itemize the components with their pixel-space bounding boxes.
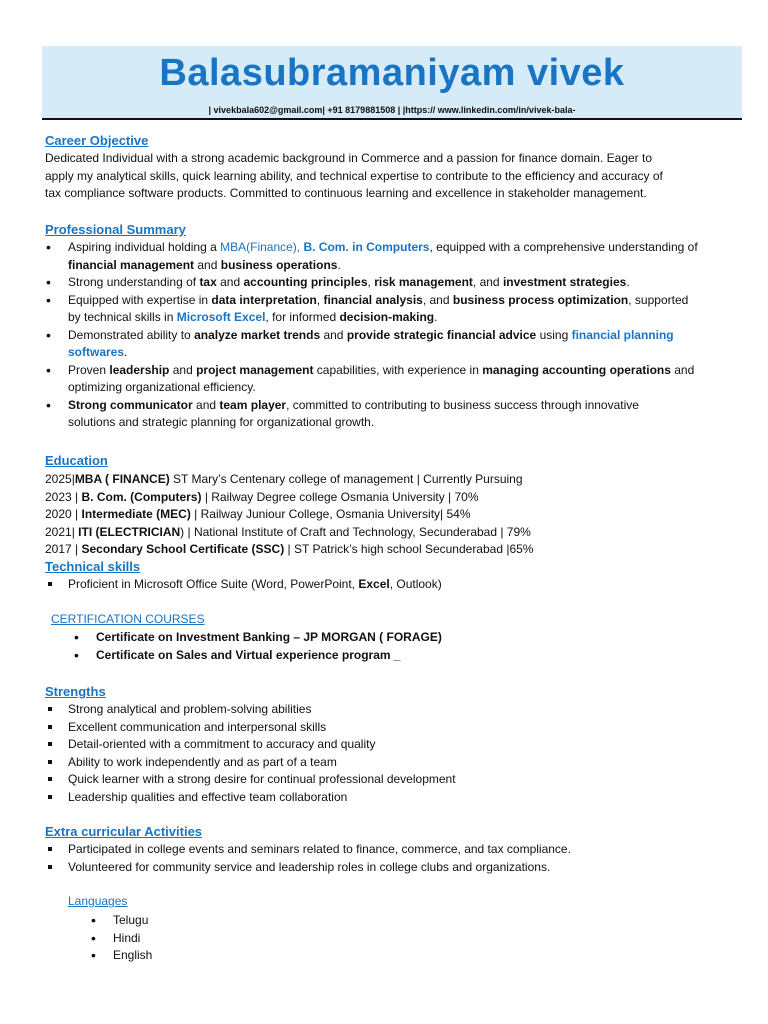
objective-line: tax compliance software products. Committed to continuous learning and excellence in stakeholder management. — [45, 186, 647, 200]
education-list — [45, 471, 533, 559]
professional-summary-list — [68, 239, 728, 432]
certifications-list — [96, 629, 716, 664]
languages-list — [113, 912, 313, 965]
list-item: • Proven leadership and project management capabilities, with experience in managing accounting operations and optimizing organizational efficiency. — [68, 362, 728, 397]
list-item: • Telugu — [113, 912, 313, 930]
objective-line: Dedicated Individual with a strong academic background in Commerce and a passion for finance domain. Eager to — [45, 151, 653, 165]
education-row: 2017 | Secondary School Certificate (SSC) | ST Patrick’s high school Secunderabad |65% — [45, 542, 534, 556]
education-row: 2025|MBA ( FINANCE) ST Mary’s Centenary college of management | Currently Pursuing — [45, 472, 523, 486]
education-heading: Education — [45, 453, 108, 468]
technical-skills-list — [68, 576, 728, 594]
list-item: Excellent communication and interpersonal skills — [68, 719, 728, 737]
list-item: • Demonstrated ability to analyze market trends and provide strategic financial advice using financial planning softwares. — [68, 327, 728, 362]
list-item: Detail-oriented with a commitment to accuracy and quality — [68, 736, 728, 754]
contact-line: | vivekbala602@gmail.com| +91 8179881508 | |https:// www.linkedin.com/in/vivek-bala- — [208, 105, 576, 115]
list-item: • Certificate on Sales and Virtual experience program _ — [96, 647, 716, 665]
list-item: • English — [113, 947, 313, 965]
list-item: • Strong understanding of tax and accounting principles, risk management, and investment strategies. — [68, 274, 728, 292]
list-item: Participated in college events and seminars related to finance, commerce, and tax compliance. — [68, 841, 728, 859]
strengths-heading: Strengths — [45, 684, 106, 699]
resume-header — [42, 46, 742, 120]
list-item: Leadership qualities and effective team collaboration — [68, 789, 728, 807]
list-item: • Strong communicator and team player, committed to contributing to business success through innovative solutions and strategic planning for organizational growth. — [68, 397, 728, 432]
candidate-name: Balasubramaniyam vivek — [159, 52, 625, 94]
strengths-list — [68, 701, 728, 806]
list-item: • Equipped with expertise in data interpretation, financial analysis, and business process optimization, supported by technical skills in Microsoft Excel, for informed decision-making. — [68, 292, 728, 327]
extra-curricular-heading: Extra curricular Activities — [45, 824, 203, 839]
career-objective-text — [45, 150, 725, 203]
professional-summary-heading: Professional Summary — [45, 222, 186, 237]
extra-curricular-list — [68, 841, 728, 876]
technical-skills-heading: Technical skills — [45, 559, 141, 574]
list-item: • Aspiring individual holding a MBA(Finance), B. Com. in Computers, equipped with a comprehensive understanding of financial management and business operations. — [68, 239, 728, 274]
education-row: 2020 | Intermediate (MEC) | Railway Juniour College, Osmania University| 54% — [45, 507, 471, 521]
list-item: Strong analytical and problem-solving abilities — [68, 701, 728, 719]
education-row: 2021| ITI (ELECTRICIAN) | National Institute of Craft and Technology, Secunderabad | 79% — [45, 524, 531, 539]
list-item: • Hindi — [113, 930, 313, 948]
list-item: Volunteered for community service and leadership roles in college clubs and organizations. — [68, 859, 728, 877]
objective-line: apply my analytical skills, quick learning ability, and technical expertise to contribute to the efficiency and accuracy of — [45, 168, 663, 183]
languages-heading: Languages — [68, 894, 128, 908]
career-objective-heading: Career Objective — [45, 133, 149, 148]
list-item: Proficient in Microsoft Office Suite (Word, PowerPoint, Excel, Outlook) — [68, 576, 728, 594]
certifications-heading: CERTIFICATION COURSES — [51, 612, 205, 626]
list-item: Ability to work independently and as part of a team — [68, 754, 728, 772]
list-item: Quick learner with a strong desire for continual professional development — [68, 771, 728, 789]
education-row: 2023 | B. Com. (Computers) | Railway Degree college Osmania University | 70% — [45, 489, 479, 504]
list-item: • Certificate on Investment Banking – JP MORGAN ( FORAGE) — [96, 629, 716, 647]
